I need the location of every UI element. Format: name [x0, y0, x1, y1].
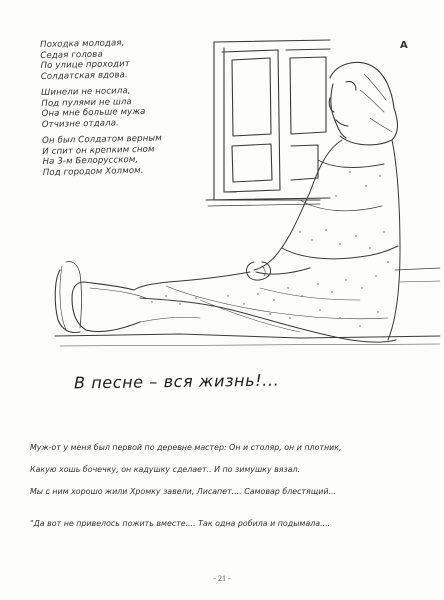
prose-quote: "Да вот не привелось пожить вместе.... Так одна робила и подымала.... [30, 519, 331, 528]
poem-stanza-1 [40, 37, 181, 82]
bench-drawing [55, 268, 440, 346]
poem-line: Отчизне отдала. [41, 117, 119, 130]
page-headline: В песне – вся жизнь!... [73, 370, 280, 393]
poem-line: На 3-м Белорусском, [42, 154, 139, 167]
boots-drawing [55, 262, 200, 333]
poem-line: Походка молодая, [40, 38, 125, 50]
poem-line: По улице проходит [40, 59, 131, 71]
fabric-dots [151, 171, 388, 326]
poem-block [40, 37, 183, 184]
window-drawing [206, 40, 330, 206]
poem-line: И спит он крепким сном [42, 144, 155, 157]
poem-line: Шинели не носила, [41, 86, 131, 98]
poem-line: Седая голова [40, 49, 103, 61]
prose-line: Муж-от у меня был первой по деревне мастер: Он и столяр, он и плотник, [30, 443, 342, 452]
poem-stanza-2 [41, 85, 182, 130]
poem-line: Под пулями не шла [41, 96, 132, 109]
prose-line: Какую хошь бочечку, он кадушку сделает.. И по зимушку вязал. [30, 465, 301, 474]
headscarf-drawing [329, 62, 397, 145]
artist-monogram: А [400, 40, 408, 51]
prose-block [30, 437, 430, 535]
poem-line: Он был Солдатом верным [42, 133, 162, 146]
page-number: - 21 - [213, 574, 231, 583]
poem-line: Под городом Холмом. [42, 165, 144, 178]
poem-line: Солдатская вдова. [40, 69, 128, 82]
poem-stanza-3 [42, 133, 183, 178]
poem-line: Она мне больше мужа [41, 106, 146, 119]
prose-line: Мы с ним хорошо жили Хромку завели, Лисапет.... Самовар блестящий... [30, 487, 336, 496]
